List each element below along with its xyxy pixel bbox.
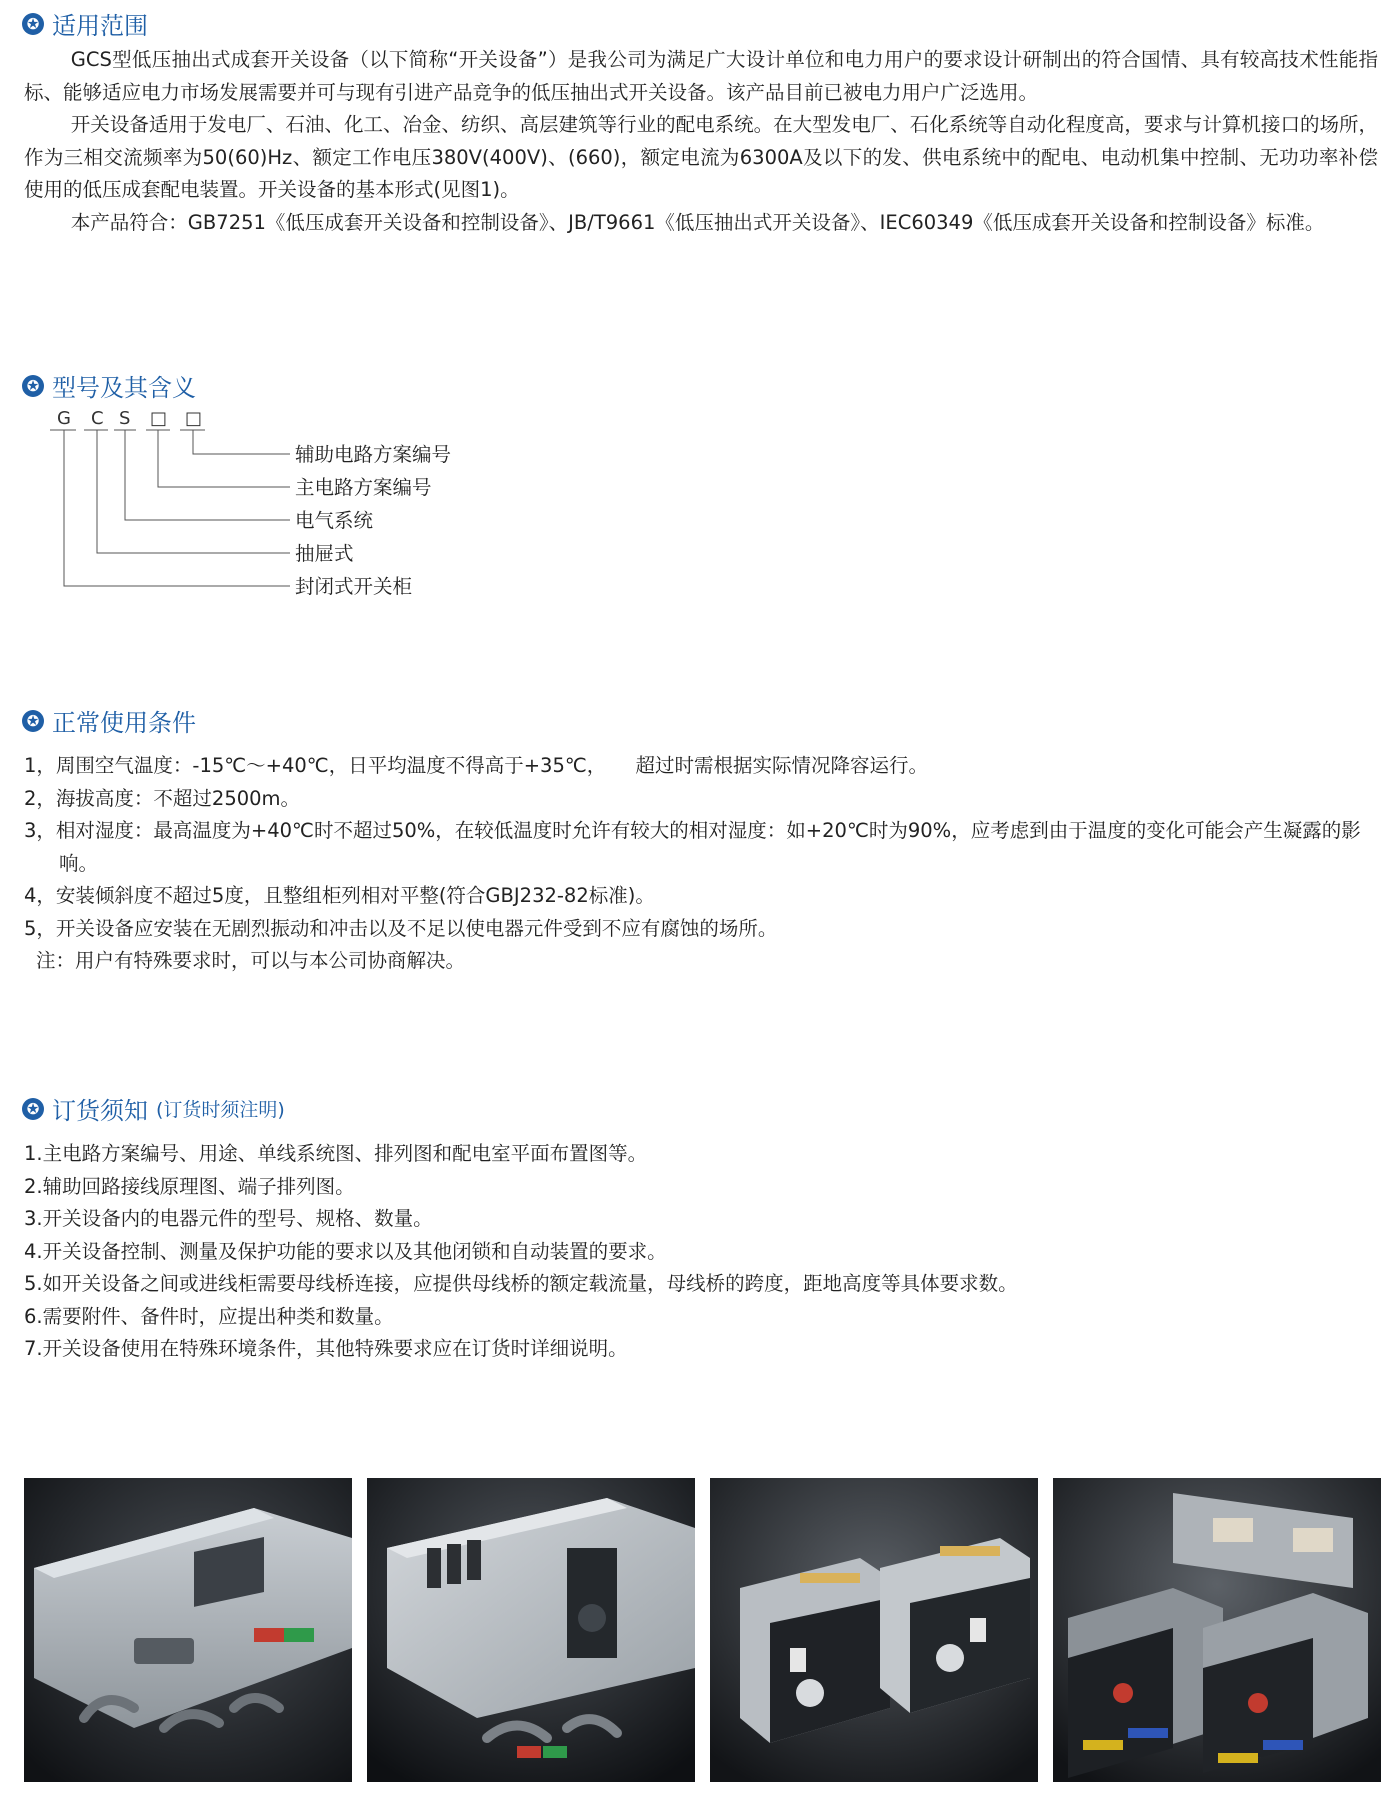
product-photo-drawer-unit-front: [367, 1478, 695, 1782]
paragraph: 开关设备适用于发电厂、石油、化工、冶金、纺织、高层建筑等行业的配电系统。在大型发电厂、石化系统等自动化程度高，要求与计算机接口的场所，作为三相交流频率为50(60)Hz、额定工作电压380V(400V)、(660)，额定电流为6300A及以下的发、供电系统中的配电、电动机集中控制、无功功率补偿使用的低压成套配电装置。开关设备的基本形式(见图1)。: [24, 113, 1378, 201]
list-item: 3.开关设备内的电器元件的型号、规格、数量。: [24, 1207, 433, 1230]
model-box-2: □: [185, 408, 203, 429]
section-heading-ordering: [22, 1091, 285, 1126]
section-heading-model: [22, 368, 196, 403]
model-meaning-aux-circuit: 辅助电路方案编号: [295, 443, 452, 466]
section-title: 订货须知: [52, 1097, 148, 1125]
paragraph: GCS型低压抽出式成套开关设备（以下简称“开关设备”）是我公司为满足广大设计单位和电力用户的要求设计研制出的符合国情、具有较高技术性能指标、能够适应电力市场发展需要并可与现有引进产品竞争的低压抽出式开关设备。该产品目前已被电力用户广泛选用。: [24, 48, 1378, 104]
list-item: 4.开关设备控制、测量及保护功能的要求以及其他闭锁和自动装置的要求。: [24, 1239, 667, 1263]
list-item: 2，海拔高度：不超过2500m。: [24, 786, 301, 810]
list-item: 5.如开关设备之间或进线柜需要母线桥连接，应提供母线桥的额定载流量，母线桥的跨度，距地高度等具体要求数。: [24, 1272, 1018, 1295]
model-letter-c: C: [91, 408, 104, 429]
list-item: 2.辅助回路接线原理图、端子排列图。: [24, 1174, 355, 1198]
product-photo-drawer-units-pair: [710, 1478, 1038, 1782]
note: 注：用户有特殊要求时，可以与本公司协商解决。: [36, 949, 466, 972]
list-item: 4，安装倾斜度不超过5度，且整组柜列相对平整(符合GBJ232-82标准)。: [24, 884, 655, 907]
model-letter-g: G: [57, 408, 71, 429]
section-title: 型号及其含义: [52, 374, 196, 402]
ordering-list: [24, 1138, 1378, 1366]
product-photo-drawer-unit-gray: [24, 1478, 352, 1782]
model-meaning-main-circuit: 主电路方案编号: [295, 476, 432, 499]
section-subtitle: (订货时须注明): [156, 1099, 285, 1121]
star-bullet-icon: ✪: [22, 1098, 44, 1120]
product-photo-drawer-units-open: [1053, 1478, 1381, 1782]
list-item: 6.需要附件、备件时，应提出种类和数量。: [24, 1304, 394, 1328]
section-heading-scope: [22, 6, 148, 41]
conditions-list: [24, 750, 1378, 978]
model-letter-s: S: [119, 408, 131, 429]
model-box-1: □: [150, 408, 168, 429]
model-meaning-electrical-system: 电气系统: [295, 509, 374, 532]
list-item: 3，相对湿度：最高温度为+40℃时不超过50%，在较低温度时允许有较大的相对湿度：如+20℃时为90%，应考虑到由于温度的变化可能会产生凝露的影响。: [24, 819, 1361, 875]
section-heading-conditions: [22, 703, 196, 738]
list-item: 7.开关设备使用在特殊环境条件，其他特殊要求应在订货时详细说明。: [24, 1337, 628, 1360]
section-title: 正常使用条件: [52, 709, 196, 737]
star-bullet-icon: ✪: [22, 375, 44, 397]
section-title: 适用范围: [52, 12, 148, 40]
paragraph: 本产品符合：GB7251《低压成套开关设备和控制设备》、JB/T9661《低压抽出式开关设备》、IEC60349《低压成套开关设备和控制设备》标准。: [70, 210, 1325, 234]
star-bullet-icon: ✪: [22, 710, 44, 732]
model-meaning-enclosed-cabinet: 封闭式开关柜: [295, 575, 413, 598]
list-item: 5，开关设备应安装在无剧烈振动和冲击以及不足以使电器元件受到不应有腐蚀的场所。: [24, 916, 778, 940]
star-bullet-icon: ✪: [22, 13, 44, 35]
list-item: 1，周围空气温度：-15℃～+40℃，日平均温度不得高于+35℃， 超过时需根据实际情况降容运行。: [24, 754, 929, 777]
model-meaning-drawer-type: 抽屉式: [295, 542, 354, 565]
scope-text: [24, 44, 1378, 239]
list-item: 1.主电路方案编号、用途、单线系统图、排列图和配电室平面布置图等。: [24, 1142, 648, 1165]
leader-lines: [50, 430, 290, 586]
